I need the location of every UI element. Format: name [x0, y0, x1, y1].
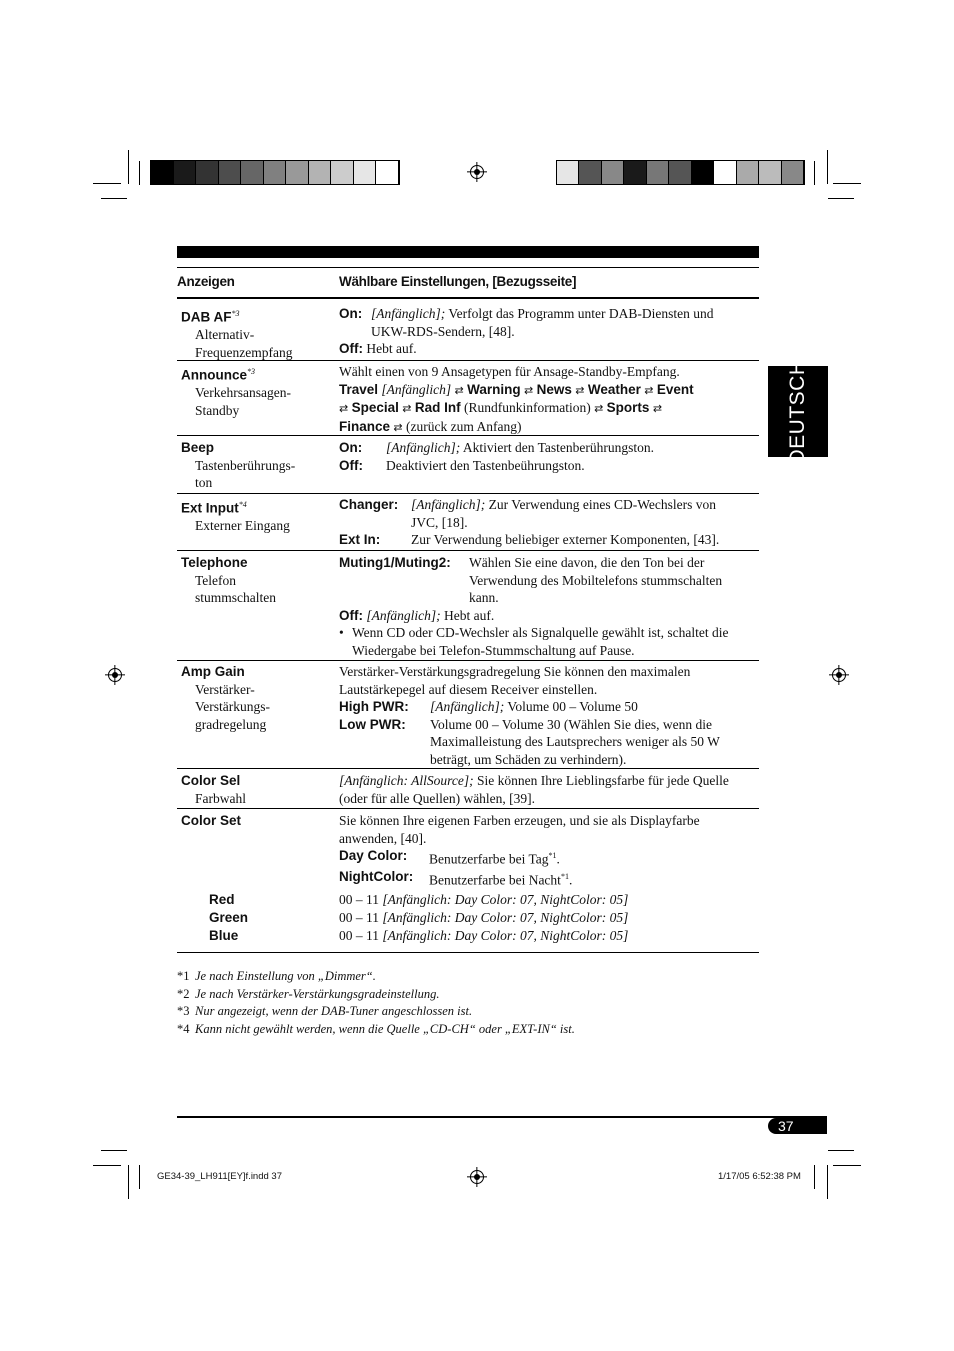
setting-values	[339, 439, 759, 474]
color-swatch	[331, 161, 354, 184]
color-swatch	[557, 161, 579, 184]
table-row	[177, 363, 759, 436]
option-text: Verstärker-Verstärkungsgradregelung Sie können den maximalen	[339, 664, 691, 679]
setting-description: Externer Eingang	[195, 518, 290, 533]
footnote-mark: *3	[177, 1004, 190, 1018]
setting-description: stummschalten	[195, 590, 276, 605]
cycle-arrow-icon: ⇄	[393, 420, 403, 434]
option-text: Benutzerfarbe bei Tag	[429, 851, 549, 867]
slug-date: 1/17/05 6:52:38 PM	[718, 1171, 801, 1182]
registration-mark-icon	[108, 668, 122, 682]
option-key: Finance	[339, 418, 391, 434]
color-swatch	[692, 161, 714, 184]
registration-mark-icon	[470, 1170, 484, 1184]
footnote-text: Nur angezeigt, wenn der DAB-Tuner angeschlossen ist.	[195, 1004, 473, 1018]
color-swatch	[624, 161, 646, 184]
option-key: Warning	[467, 381, 521, 397]
setting-label	[181, 772, 331, 807]
option-text: Volume 00 – Volume 50	[507, 699, 638, 714]
setting-description: Tastenberührungs-	[195, 457, 296, 473]
setting-description: gradregelung	[195, 716, 267, 732]
footnote-ref: *3	[231, 309, 240, 318]
color-swatch	[151, 161, 174, 184]
option-text: Volume 00 – Volume 30 (Wählen Sie dies, wenn die	[430, 716, 712, 732]
setting-name-blue: Blue	[209, 928, 239, 943]
option-key: On:	[339, 440, 363, 455]
crop-mark	[833, 183, 861, 184]
option-text: Aktiviert den Tastenberührungston.	[462, 440, 655, 455]
cycle-arrow-icon: ⇄	[339, 402, 349, 415]
footnote	[177, 986, 440, 1004]
option-key: Ext In:	[339, 532, 381, 547]
setting-description: Verstärkungs-	[195, 699, 270, 714]
option-text: kann.	[469, 590, 499, 605]
color-swatch	[174, 161, 197, 184]
note-text: Wiedergabe bei Telefon-Stummschaltung auf Pause.	[352, 642, 635, 658]
crop-mark	[101, 198, 127, 199]
table-row	[177, 554, 759, 661]
color-swatch	[647, 161, 669, 184]
crop-mark	[93, 1165, 121, 1166]
option-text: Wählen Sie eine davon, die den Ton bei der	[469, 555, 705, 570]
registration-mark-icon	[832, 668, 846, 682]
footnote-mark: *2	[177, 987, 190, 1001]
crop-mark	[833, 1165, 861, 1166]
color-swatch	[737, 161, 759, 184]
setting-name: Amp Gain	[181, 664, 245, 679]
setting-description: Verkehrsansagen-	[195, 385, 291, 400]
option-text: (Rundfunkinformation)	[463, 400, 591, 415]
color-swatch	[376, 161, 399, 184]
color-calibration-bar-left	[150, 160, 400, 185]
crop-mark	[827, 150, 828, 184]
option-text: (oder für alle Quellen) wählen, [39].	[339, 790, 536, 806]
option-text: Hebt auf.	[444, 607, 495, 623]
color-calibration-bar-right	[556, 160, 805, 185]
setting-name: Ext Input	[181, 500, 239, 516]
setting-label	[181, 663, 331, 733]
rgb-labels	[209, 891, 248, 945]
cycle-arrow-icon: ⇄	[524, 383, 534, 397]
option-key: On:	[339, 306, 363, 321]
color-swatch	[602, 161, 624, 184]
option-key: Off:	[339, 341, 363, 356]
setting-description: Telefon	[195, 572, 237, 588]
footnote-mark: *4	[177, 1022, 190, 1036]
crop-mark	[827, 1165, 828, 1199]
option-text: Deaktiviert den Tastenbeührungston.	[386, 457, 585, 473]
footnote-ref: *4	[238, 500, 247, 509]
setting-name: Color Set	[181, 813, 242, 828]
option-key: Muting1/Muting2:	[339, 555, 451, 570]
option-text: Lautstärkepegel auf diesem Receiver einstellen.	[339, 681, 598, 697]
setting-values	[339, 363, 759, 436]
table-row	[177, 663, 759, 769]
option-text: Zur Verwendung eines CD-Wechslers von	[488, 497, 716, 512]
cycle-arrow-icon: ⇄	[402, 402, 412, 415]
column-header-settings: Wählbare Einstellungen, [Bezugsseite]	[339, 274, 577, 289]
option-key: Off:	[339, 607, 363, 623]
table-row	[177, 772, 759, 809]
setting-name: Color Sel	[181, 773, 241, 788]
option-text: (zurück zum Anfang)	[405, 418, 522, 434]
setting-name-green: Green	[209, 910, 249, 925]
setting-values	[339, 772, 759, 807]
footnote	[177, 968, 376, 986]
option-key: Travel	[339, 381, 379, 397]
option-key: Sports	[606, 400, 650, 415]
top-rule	[177, 246, 759, 258]
setting-description: Farbwahl	[195, 790, 246, 806]
footnote-text: Je nach Einstellung von „Dimmer“.	[195, 969, 376, 983]
cycle-arrow-icon: ⇄	[644, 383, 654, 397]
option-key: Changer:	[339, 497, 399, 512]
footnote-ref: *3	[247, 367, 255, 376]
footnote-ref: *1	[548, 851, 557, 860]
setting-label	[181, 305, 331, 361]
bottom-rule	[177, 1116, 827, 1118]
crop-mark	[828, 1150, 854, 1151]
cycle-arrow-icon: ⇄	[652, 402, 663, 415]
setting-label	[181, 496, 331, 535]
note-text: Wenn CD oder CD-Wechsler als Signalquelle gewählt ist, schaltet die	[352, 625, 729, 640]
rgb-values	[339, 891, 628, 945]
color-swatch	[579, 161, 601, 184]
crop-mark	[814, 1165, 815, 1189]
color-swatch	[759, 161, 781, 184]
option-key: Special	[351, 400, 399, 415]
option-text: anwenden, [40].	[339, 830, 427, 846]
color-swatch	[219, 161, 242, 184]
initial-marker: [Anfänglich: Day Color: 07, NightColor: 05]	[382, 910, 629, 925]
setting-name: DAB AF	[181, 309, 232, 325]
column-header-display: Anzeigen	[177, 274, 235, 289]
setting-label	[181, 554, 331, 607]
option-text: Hebt auf.	[366, 341, 417, 356]
crop-mark	[814, 161, 815, 185]
bullet-icon: •	[339, 625, 344, 640]
setting-label	[181, 363, 331, 419]
setting-description: Standby	[195, 402, 240, 418]
color-swatch	[354, 161, 377, 184]
option-key: Day Color:	[339, 848, 408, 863]
footnote-ref: *1	[560, 872, 569, 881]
option-key: High PWR:	[339, 699, 409, 714]
table-row	[177, 496, 759, 551]
setting-description: ton	[195, 475, 213, 490]
color-swatch	[241, 161, 264, 184]
page-number: 37	[768, 1118, 827, 1134]
crop-mark	[128, 150, 129, 184]
initial-marker: [Anfänglich];	[430, 699, 505, 714]
language-tab	[768, 359, 828, 465]
option-text: Sie können Ihre eigenen Farben erzeugen, und sie als Displayfarbe	[339, 813, 700, 828]
option-text: Wählt einen von 9 Ansagetypen für Ansage-Standby-Empfang.	[339, 364, 680, 379]
color-swatch	[309, 161, 332, 184]
header-bottom-rule	[177, 297, 759, 299]
setting-name: Beep	[181, 440, 215, 455]
footnote-text: Kann nicht gewählt werden, wenn die Quelle „CD-CH“ oder „EXT-IN“ ist.	[195, 1022, 575, 1036]
range-text: 00 – 11	[339, 928, 379, 943]
setting-name: Telephone	[181, 555, 248, 570]
cycle-arrow-icon: ⇄	[454, 383, 464, 397]
initial-marker: [Anfänglich: Day Color: 07, NightColor: 05]	[382, 928, 629, 943]
crop-mark	[128, 1165, 129, 1199]
initial-marker: [Anfänglich: AllSource];	[339, 773, 474, 788]
crop-mark	[139, 161, 140, 185]
option-text: Benutzerfarbe bei Nacht	[429, 872, 561, 888]
option-key: NightColor:	[339, 869, 414, 884]
table-row	[177, 439, 759, 494]
initial-marker: [Anfänglich];	[366, 607, 441, 623]
range-text: 00 – 11	[339, 910, 379, 925]
option-text: Verwendung des Mobiltelefons stummschalten	[469, 572, 723, 588]
color-swatch	[264, 161, 287, 184]
crop-mark	[101, 1150, 127, 1151]
setting-values	[339, 496, 759, 549]
option-text: Verfolgt das Programm unter DAB-Diensten und	[448, 306, 714, 321]
setting-values	[339, 663, 759, 768]
cycle-arrow-icon: ⇄	[575, 383, 585, 397]
option-key: Rad Inf	[414, 400, 461, 415]
range-text: 00 – 11	[339, 892, 379, 907]
crop-mark	[93, 183, 121, 184]
color-swatch	[669, 161, 691, 184]
setting-label	[181, 439, 331, 492]
header-rule	[177, 267, 759, 268]
footnote-mark: *1	[177, 969, 190, 983]
initial-marker: [Anfänglich: Day Color: 07, NightColor: 05]	[382, 892, 629, 907]
initial-marker: [Anfänglich];	[371, 306, 446, 321]
color-swatch	[714, 161, 736, 184]
option-text: Zur Verwendung beliebiger externer Komponenten, [43].	[411, 532, 720, 547]
setting-description: Frequenzempfang	[195, 344, 293, 360]
crop-mark	[828, 198, 854, 199]
option-key: Event	[656, 381, 694, 397]
initial-marker: [Anfänglich]	[381, 381, 452, 397]
initial-marker: [Anfänglich];	[411, 497, 486, 512]
footnote	[177, 1003, 472, 1021]
setting-values	[339, 554, 759, 659]
option-key: News	[536, 381, 572, 397]
setting-label	[181, 812, 331, 830]
footnote-text: Je nach Verstärker-Verstärkungsgradeinstellung.	[195, 987, 440, 1001]
option-key: Low PWR:	[339, 716, 406, 732]
setting-values	[339, 305, 759, 358]
color-swatch	[196, 161, 219, 184]
option-text: Sie können Ihre Lieblingsfarbe für jede Quelle	[476, 773, 729, 788]
table-row	[177, 812, 759, 953]
option-text: JVC, [18].	[411, 514, 468, 530]
setting-description: Alternativ-	[195, 327, 255, 342]
color-swatch	[782, 161, 804, 184]
option-text: Maximalleistung des Lautsprechers weniger als 50 W	[430, 734, 720, 749]
option-text: beträgt, um Schäden zu verhindern).	[430, 751, 627, 767]
setting-name-red: Red	[209, 892, 235, 907]
registration-mark-icon	[470, 165, 484, 179]
language-tab-label: DEUTSCH	[786, 359, 809, 465]
option-key: Weather	[587, 381, 641, 397]
slug-filename: GE34-39_LH911[EY]f.indd 37	[157, 1171, 282, 1182]
setting-description: Verstärker-	[195, 681, 255, 697]
table-row	[177, 305, 759, 361]
color-swatch	[286, 161, 309, 184]
option-text: UKW-RDS-Sendern, [48].	[371, 323, 515, 339]
initial-marker: [Anfänglich];	[386, 440, 461, 455]
cycle-arrow-icon: ⇄	[594, 402, 604, 415]
footnote	[177, 1021, 575, 1039]
setting-name: Announce	[181, 367, 247, 383]
option-key: Off:	[339, 457, 363, 473]
setting-values: Sie können Ihre eigenen Farben erzeugen, und sie als Displayfarbe anwenden, [40]. Day Color: Benutzerfarbe bei Tag$^{*1}$. NightColor: Benutzerfarbe bei Nacht$^{*1}$.	[339, 812, 759, 889]
crop-mark	[139, 1165, 140, 1189]
